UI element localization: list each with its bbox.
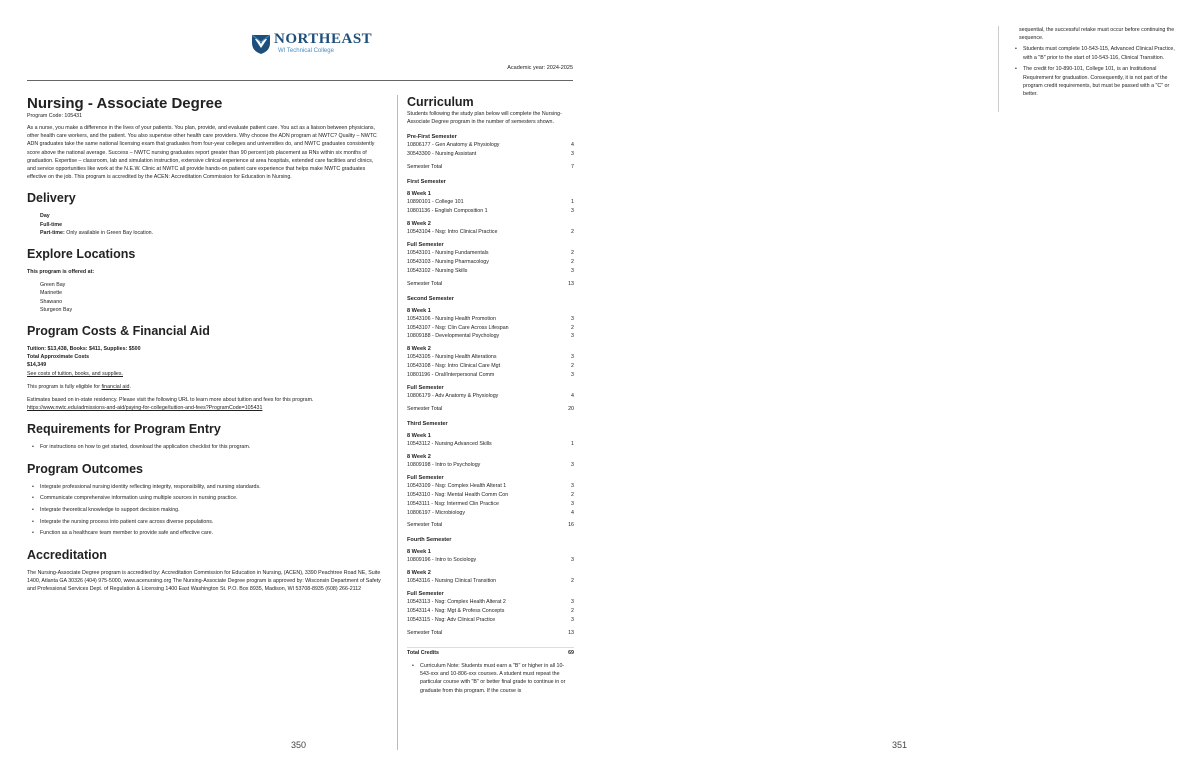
accreditation-heading: Accreditation	[27, 547, 107, 562]
course-credits: 3	[571, 267, 574, 274]
parttime-text: Only available in Green Bay location.	[64, 229, 154, 236]
course-name: 10806177 - Gen Anatomy & Physiology	[407, 142, 500, 149]
semester-title: Second Semester	[407, 295, 454, 302]
course-name: 10543114 - Nsg: Mgt & Profess Concepts	[407, 608, 505, 615]
curriculum-notes-continued	[1010, 26, 1175, 102]
semester-total-row	[407, 280, 574, 288]
course-group-title: Full Semester	[407, 241, 444, 248]
course-credits: 3	[571, 482, 574, 489]
header-rule	[27, 80, 573, 81]
course-name: 10543111 - Nsg: Intermed Clin Practice	[407, 500, 499, 507]
course-name: 10809198 - Intro to Psychology	[407, 461, 481, 468]
course-row	[407, 324, 574, 333]
course-credits: 2	[571, 229, 574, 236]
course-group	[407, 385, 574, 401]
course-name: 10543109 - Nsg: Complex Health Alterat 1	[407, 482, 507, 489]
tuition-line: Tuition: $13,438, Books: $411, Supplies: $500	[27, 346, 141, 353]
course-row	[407, 258, 574, 267]
course-name: 10543113 - Nsg: Complex Health Alterat 2	[407, 599, 506, 606]
see-costs-link[interactable]: See costs of tuition, books, and supplies.	[27, 370, 123, 377]
semester-total-row	[407, 163, 574, 171]
logo-subtitle: WI Technical College	[278, 48, 334, 54]
semester-block	[407, 537, 574, 637]
semester-total-label: Semester Total	[407, 164, 443, 171]
course-name: 10543106 - Nursing Health Promotion	[407, 315, 496, 322]
delivery-parttime	[27, 229, 382, 237]
course-name: 10543108 - Nsg: Intro Clinical Care Mgt	[407, 363, 501, 370]
course-credits: 3	[571, 333, 574, 340]
semester-total-label: Semester Total	[407, 522, 443, 529]
course-name: 10543112 - Nursing Advanced Skills	[407, 441, 492, 447]
semester-block	[407, 421, 574, 529]
course-group	[407, 433, 574, 449]
course-name: 10806179 - Adv Anatomy & Physiology	[407, 393, 499, 400]
course-group-title: Full Semester	[407, 385, 444, 392]
locations-heading: Explore Locations	[27, 247, 136, 262]
course-name: 10543110 - Nsg: Mental Health Comm Con	[407, 491, 509, 498]
semester-total-row	[407, 629, 574, 637]
semester-title: Third Semester	[407, 421, 448, 427]
course-name: 10543115 - Nsg: Adv Clinical Practice	[407, 617, 496, 624]
course-row	[407, 228, 574, 237]
curriculum-notes	[407, 662, 574, 695]
course-credits: 3	[571, 315, 574, 322]
course-group	[407, 346, 574, 380]
course-credits: 2	[571, 324, 574, 331]
course-group-title: 8 Week 1	[407, 433, 431, 439]
semester-total-label: Semester Total	[407, 629, 443, 636]
course-credits: 4	[571, 142, 574, 149]
course-name: 10543104 - Nsg: Intro Clinical Practice	[407, 229, 498, 236]
total-credits-label: Total Credits	[407, 649, 439, 656]
course-row	[407, 461, 574, 470]
outcome-item: • Integrate the nursing process into patient care across diverse populations.	[27, 518, 382, 526]
page-number-right: 351	[892, 740, 908, 750]
semester-title: First Semester	[407, 179, 446, 186]
course-credits: 1	[571, 441, 574, 447]
course-credits: 2	[571, 491, 574, 498]
course-row	[407, 362, 574, 371]
course-group	[407, 308, 574, 342]
course-row	[407, 249, 574, 258]
course-name: 10543116 - Nursing Clinical Transition	[407, 578, 497, 585]
semester-block	[407, 134, 574, 171]
outcome-item: • Function as a healthcare team member to provide safe and effective care.	[27, 529, 382, 537]
course-credits: 4	[571, 509, 574, 516]
curriculum-heading: Curriculum	[407, 95, 474, 109]
course-row	[407, 198, 574, 207]
college-logo	[251, 32, 372, 55]
course-row	[407, 267, 574, 276]
course-name: 10809196 - Intro to Sociology	[407, 557, 477, 564]
course-credits: 3	[571, 354, 574, 361]
total-credits-value: 69	[568, 649, 574, 656]
course-name: 10801136 - English Composition 1	[407, 208, 488, 215]
course-name: 10543101 - Nursing Fundamentals	[407, 249, 489, 256]
course-credits: 2	[571, 578, 574, 585]
outcomes-heading: Program Outcomes	[27, 461, 144, 476]
course-group	[407, 570, 574, 586]
course-row	[407, 207, 574, 216]
location-item: Shawano	[40, 298, 63, 305]
course-credits: 3	[571, 208, 574, 215]
course-credits: 2	[571, 249, 574, 256]
semester-total-row	[407, 521, 574, 529]
course-credits: 2	[571, 258, 574, 265]
course-row	[407, 150, 574, 159]
estimates-text: Estimates based on in-state residency. Please visit the following URL to learn more about tuition and fees for this program.	[27, 397, 314, 404]
curriculum-note: • The credit for 10-890-101, College 101, is an Institutional Requirement for graduation. Consequently, it is not part of the program credit requirements, but must be passed with a "C" or better.	[1010, 65, 1175, 98]
outcome-item: • Integrate theoretical knowledge to support decision making.	[27, 506, 382, 514]
delivery-day: Day	[40, 213, 50, 220]
course-group	[407, 242, 574, 276]
page-title: Nursing - Associate Degree	[27, 95, 223, 112]
right-notes-list	[1010, 45, 1175, 98]
course-group-title: 8 Week 1	[407, 307, 431, 314]
course-group	[407, 475, 574, 518]
course-name: 10543105 - Nursing Health Alterations	[407, 354, 497, 361]
course-group	[407, 591, 574, 625]
course-credits: 3	[571, 151, 574, 158]
program-info-column	[27, 95, 382, 593]
course-group-title: 8 Week 2	[407, 453, 431, 460]
curriculum-note: • Students must complete 10-543-115, Advanced Clinical Practice, with a "B" prior to the start of 10-543-116, Clinical Transition.	[1010, 45, 1175, 61]
course-credits: 3	[571, 372, 574, 379]
total-credits-row	[407, 647, 574, 656]
course-row	[407, 577, 574, 586]
semester-block	[407, 179, 574, 287]
course-row	[407, 491, 574, 500]
semester-total-row	[407, 405, 574, 413]
total-costs-label: Total Approximate Costs	[27, 354, 90, 361]
delivery-heading: Delivery	[27, 191, 76, 206]
course-row	[407, 392, 574, 401]
course-group	[407, 221, 574, 237]
course-group-title: Full Semester	[407, 591, 444, 598]
semester-total-value: 20	[568, 406, 574, 412]
course-group-title: Full Semester	[407, 474, 444, 481]
financial-aid-line	[27, 383, 382, 391]
column-divider	[397, 95, 398, 750]
course-name: 10806197 - Microbiology	[407, 509, 466, 516]
delivery-list	[27, 212, 382, 237]
course-credits: 3	[571, 599, 574, 606]
semester-block	[407, 296, 574, 413]
course-row	[407, 315, 574, 324]
location-item: Green Bay	[40, 282, 66, 289]
delivery-fulltime: Full-time	[40, 221, 63, 228]
program-intro: As a nurse, you make a difference in the lives of your patients. You plan, provide, and evaluate patient care. You act as a liaison between physicians, other health care workers, and the patient. You also supervise other health care providers. Why choose the ADN program at NWTC? Quality – NWTC ADN graduates take the same national licensing exam that graduates from four-year colleges and universities do, and NWTC graduates consistently score above the national average. Success – NWTC nursing graduates report greater than 90 percent job placement as RNs within six months of graduation. Expertise – classroom, lab and simulation instruction, extensive clinical experience at area hospitals, extended care facilities and clinics, and service opportunities like work at the N.E.W. Clinic at NWTC all provide hands-on patient care experience that helps make NWTC graduates effective on the job. This program is accredited by the ACEN: Accreditation Commission for Education in Nursing.	[27, 125, 377, 181]
note-continuation: sequential, the successful retake must occur before continuing the sequence.	[1019, 27, 1175, 42]
course-credits: 2	[571, 608, 574, 615]
course-group-title: 8 Week 2	[407, 346, 431, 353]
course-row	[407, 616, 574, 625]
semester-total-value: 16	[568, 522, 574, 529]
course-row	[407, 482, 574, 491]
locations-list	[27, 281, 382, 314]
course-row	[407, 353, 574, 362]
curriculum-intro: Students following the study plan below will complete the Nursing-Associate Degree program in the number of semesters shown.	[407, 111, 562, 126]
course-row	[407, 598, 574, 607]
outcomes-list	[27, 483, 382, 538]
course-row	[407, 371, 574, 380]
requirements-list	[27, 443, 382, 451]
accreditation-text: The Nursing-Associate Degree program is accredited by: Accreditation Commission for Education in Nursing, (ACEN), 3390 Peachtree Road NE, Suite 1400, Atlanta GA 30326 (404) 975-5000, www.acenursing.org The Nursing-Associate Degree program is approved by: Wisconsin Department of Safety and Professional Services Dept. of Regulation & Licensing 1400 East Washington St. P.O. Box 8935, Madison, WI 53708-8935 (608) 266-2112	[27, 569, 381, 593]
outcome-item: • Communicate comprehensive information using multiple sources in nursing practice.	[27, 494, 382, 502]
course-group	[407, 454, 574, 470]
right-column-divider	[998, 26, 999, 112]
course-group-title: 8 Week 2	[407, 221, 431, 228]
academic-year: Academic year: 2024-2025	[507, 65, 573, 71]
eligible-prefix: This program is fully eligible for	[27, 383, 102, 390]
parttime-label: Part-time:	[40, 229, 65, 236]
tuition-url-link[interactable]: https://www.nwtc.edu/admissions-and-aid/paying-for-college/tuition-and-fees?ProgramCode=105431	[27, 405, 263, 412]
course-group-title: 8 Week 1	[407, 191, 431, 198]
location-item: Sturgeon Bay	[40, 306, 73, 313]
semester-total-label: Semester Total	[407, 280, 443, 287]
semester-total-label: Semester Total	[407, 406, 443, 412]
course-credits: 2	[571, 363, 574, 370]
eligible-suffix: .	[129, 383, 131, 390]
requirements-heading: Requirements for Program Entry	[27, 422, 221, 437]
course-row	[407, 440, 574, 449]
location-item: Marinette	[40, 290, 63, 297]
right-page	[600, 0, 1200, 776]
course-name: 30543300 - Nursing Assistant	[407, 151, 477, 158]
course-name: 10543103 - Nursing Pharmacology	[407, 258, 489, 265]
course-name: 10809188 - Developmental Psychology	[407, 333, 500, 340]
course-credits: 4	[571, 393, 574, 400]
course-row	[407, 141, 574, 150]
course-row	[407, 509, 574, 518]
program-code: Program Code: 105431	[27, 113, 83, 119]
costs-heading: Program Costs & Financial Aid	[27, 324, 210, 339]
course-group-title: 8 Week 1	[407, 549, 431, 556]
financial-aid-link[interactable]: financial aid	[101, 383, 130, 390]
logo-shield-icon	[251, 33, 271, 55]
course-name: 10890101 - College 101	[407, 199, 464, 206]
course-name: 10801196 - Oral/Interpersonal Comm	[407, 372, 495, 379]
semester-list	[407, 134, 574, 637]
course-row	[407, 556, 574, 565]
course-credits: 1	[571, 199, 574, 206]
requirement-item: • For instructions on how to get started, download the application checklist for this program.	[27, 443, 382, 451]
logo-name: NORTHEAST	[274, 31, 373, 47]
course-group-title: 8 Week 2	[407, 570, 431, 577]
curriculum-column	[407, 95, 574, 698]
total-costs-value: $14,349	[27, 362, 47, 369]
locations-offered: This program is offered at:	[27, 269, 95, 276]
page-number-left: 350	[291, 740, 307, 750]
semester-title: Fourth Semester	[407, 537, 452, 544]
semester-total-value: 7	[571, 164, 574, 171]
course-credits: 3	[571, 461, 574, 468]
semester-title: Pre-First Semester	[407, 134, 457, 141]
course-credits: 3	[571, 617, 574, 624]
course-row	[407, 607, 574, 616]
outcome-item: • Integrate professional nursing identity reflecting integrity, responsibility, and nursing standards.	[27, 483, 382, 491]
semester-total-value: 13	[568, 280, 574, 287]
course-credits: 3	[571, 500, 574, 507]
course-group	[407, 191, 574, 216]
course-credits: 3	[571, 557, 574, 564]
course-row	[407, 500, 574, 509]
course-group	[407, 549, 574, 565]
course-name: 10543102 - Nursing Skills	[407, 267, 468, 274]
semester-total-value: 13	[568, 629, 574, 636]
curriculum-note: • Curriculum Note: Students must earn a "B" or higher in all 10-543-xxx and 10-806-xxx courses. A student must repeat the particular course with "B" or better final grade to continue in or graduate from this program. If the course is	[407, 662, 574, 695]
course-name: 10543107 - Nsg: Clin Care Across Lifespan	[407, 324, 509, 331]
course-row	[407, 332, 574, 341]
course-group	[407, 141, 574, 159]
